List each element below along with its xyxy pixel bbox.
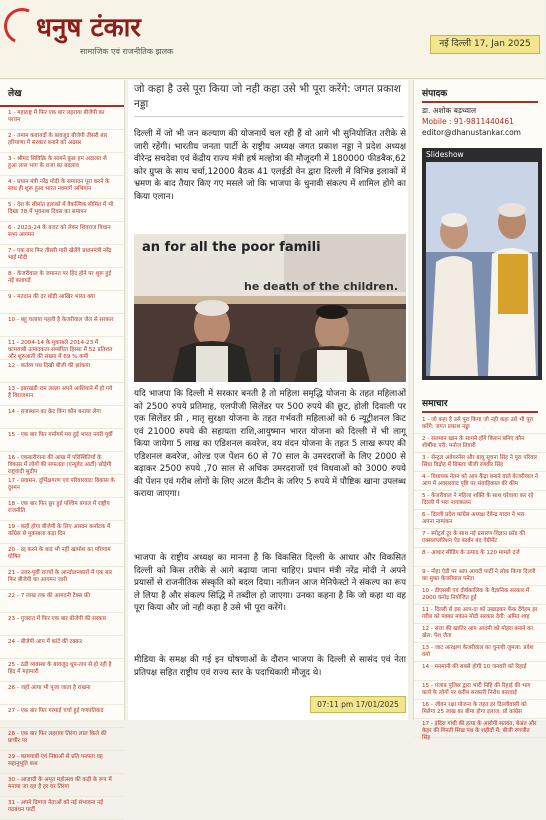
news-link[interactable]: 9 - नोहा ऐडी पर आप आयटी पार्टी ने लोक किया दिल्ली का मुक्त केजरीवाल पनेता	[414, 567, 546, 586]
article-link[interactable]: 6 - 2023-24 के बजट को लेकर शिवराज विधान सभा आगमन	[0, 222, 124, 245]
article-link[interactable]: 5 - देश के सीमांत इलाकों में वैकल्पिक सीमित में भी दिखा 78 में भूवनाथ दिवस का समापन	[0, 199, 124, 222]
news-link[interactable]: 1 - जो कहा है उसे पूरा किया जो नही कहा उसे भी पूरा करेंगे: जगत प्रकाश नड्डा	[414, 415, 546, 434]
article-link[interactable]: 13 - झारखंडी राम लल्ला अपने आशियाने में हो गये हैं विराजमान	[0, 383, 124, 406]
article-link[interactable]: 9 - मतदान की दर थोड़ी आखिर भारत क्या	[0, 291, 124, 314]
editor-email[interactable]: editor@dhanustankar.com	[422, 128, 521, 137]
article-link[interactable]: 3 - श्रीमद सिविक्रि के सामने कुछ हम अदालत से हुआ लाल भाग के राजा का बदलाव	[0, 153, 124, 176]
news-link[interactable]: 2 - सलमान खान के सामने होंगे किशन बनिए कौन शीर्षीया परी: मनोज तिवारी	[414, 434, 546, 453]
date-display: नई दिल्ली 17, Jan 2025	[430, 35, 540, 54]
article-link[interactable]: 25 - ठंडी व्यवस्था के बावजूद धूप-ताप से हो रही है हिंद में महामारी	[0, 659, 124, 682]
article-link[interactable]: 18 - एक बार फिर छूर हुई पश्चिम बंगाल में राष्ट्रीय राजनीति	[0, 498, 124, 521]
article-link[interactable]: 19 - कहीं होगा बीजेपी के लिए आसान कर्नाटक में काँग्रेस से मुकाबला कड़ा दिन	[0, 521, 124, 544]
site-tagline: सामाजिक एवं राजनीतिक झलक	[80, 47, 174, 56]
site-logo[interactable]: धनुष टंकार	[36, 13, 141, 43]
article-link[interactable]: 23 - गुजरात में फिर एक बार बीजेपी की सरकार	[0, 613, 124, 636]
news-link[interactable]: 8 - आधार सीडिंग के उत्पाद के 120 मामले दर्ज	[414, 548, 546, 567]
news-link[interactable]: 13 - जाट आरक्षण केजरीवाल का चुनावी जुमला: प्रवेश वर्मा	[414, 643, 546, 662]
articles-list	[0, 107, 124, 820]
site-header	[0, 0, 545, 79]
article-link[interactable]: 15 - एक बार फिर गर्मागर्म मय हुई भारत नगरी पूर्वी	[0, 429, 124, 452]
banner-text-2: he death of the children.	[244, 280, 399, 293]
news-link[interactable]: 15 - पंजाब पुलिस द्वारा भारी निहिं की रिहाई की भाग कार्य के लोगों पर करीब सरकारी निरोध कारवाई	[414, 681, 546, 700]
news-link[interactable]: 6 - दिल्ली प्रदेश कांग्रेस अध्यक्ष देवेन्द्र यादव ने भरा अपना नामांकन	[414, 510, 546, 529]
slideshow[interactable]	[422, 148, 542, 380]
editor-name: डा. अशोक बड़थ्वाल	[422, 106, 477, 115]
article-title: जो कहा है उसे पूरा किया जो नही कहा उसे भी पूरा करेंगे: जगत प्रकाश नड्डा	[134, 83, 401, 110]
news-section	[414, 396, 546, 741]
article-link[interactable]: 17 - प्रवासन, दुर्भिक्षगरण एवं परिवारवादः विकास के दुश्मन	[0, 475, 124, 498]
article-link[interactable]: 8 - केजरीवाल के जमानत पर हिंद होने पर शुरू हुई नई कवायदें	[0, 268, 124, 291]
news-heading: समाचार	[422, 399, 448, 409]
article-link[interactable]: 14 - राजस्थान का क्रेट किंग कौन बनाया लेगा	[0, 406, 124, 429]
article-photo	[134, 234, 406, 382]
article-link[interactable]: 2 - तमाम कवायदों के बावजूद बीजेपी तीसरी बार हरियाणा में सरकार बनाने को अग्रसर	[0, 130, 124, 153]
article-link[interactable]: 7 - एक बार फिर तीसरी पारी खेलेंगे प्रधानमंत्री नरेंद्र भाई मोदी	[0, 245, 124, 268]
articles-sidebar	[0, 80, 125, 813]
editor-mobile: Mobile : 91-9811440461	[422, 117, 514, 126]
news-link[interactable]: 10 - डीएसबी एवं दीर्घकालिक के वैज्ञानिक सरकार में 2000 करोड़ नियोजित हुई	[414, 586, 546, 605]
news-link[interactable]: 7 - स्पोट्रर्स टूर के साथ नई प्रसारण-विज्ञान फ्रॉड की एक्सलप्लोरेशन ऐड कार्बन बंद ऐग्रीमेंट	[414, 529, 546, 548]
slideshow-image[interactable]	[426, 162, 538, 376]
article-link[interactable]: 29 - कामयाबी एवं निष्ठाओं से प्रति पनपता वह सहानुभूति कथ	[0, 751, 124, 774]
article-link[interactable]: 24 - बीजेपी आप में कांटे की टक्कर	[0, 636, 124, 659]
news-link[interactable]: 14 - मनमानी की सबसे होगी 10 जनवरी को रिहाई	[414, 662, 546, 681]
article-paragraph-3: भाजपा के राष्ट्रीय अध्यक्ष का मानना है कि विकसित दिल्ली के आधार और विकसित दिल्ली को किस तरीके से आगे बढ़ाया जाना चाहिए। प्रधान मंत्री नरेंद्र मोदी ने अपने प्रयासों से राजनीतिक संस्कृति को बदल दिया। नतीजन आज मेनिफेस्टो ने संकल्प का रूप ले लिया है और संकल्प सिद्धि में तब्दील हो जाएगा। उनका कहना है कि जो कहा था वह पूरा किया और जो नही कहा है उसे भी पूरा करेंगे।	[134, 553, 406, 613]
article-paragraph-4: मीडिया के समक्ष की गई इन घोषणाओं के दौरान भाजपा के दिल्ली से सासंद एवं नेता प्रतिपक्ष सहित राष्ट्रीय एवं राज्य स्तर के पदाधिकारी मौजूद थे।	[134, 655, 406, 678]
editor-divider	[422, 101, 538, 103]
article-link[interactable]: 31 - अपने दिग्गज नेताओं को नई संभावना नई गठबंधन पार्टी	[0, 797, 124, 820]
article-main	[128, 80, 408, 720]
article-link[interactable]: 20 - रद्द करने के बाद भी नहीं खामोश का परिणाम घोषित	[0, 544, 124, 567]
articles-heading: लेख	[0, 80, 124, 107]
editor-heading: संपादक	[422, 89, 448, 99]
article-link[interactable]: 26 - जहाँ आया भी पूजा जाता है राखना	[0, 682, 124, 705]
article-link[interactable]: 11 - 2004-14 के मुकाबले 2014-23 में कामयाबी उत्पादकता-सम्बंधित हिस्सा में 52 प्रतिशत और शुरुआती की संख्या में 69 % कमी	[0, 337, 124, 360]
news-link[interactable]: 11 - दिल्ली से इस आप-दा को उखाड़कर फेंक देंगेहम हर गरीब को पक्का मकान मोदी सरकार देगी: अमित शाह	[414, 605, 546, 624]
news-link[interactable]: 3 - सेन्ट्रल अवेयरनेस और बायू सूचना सिंह ने पूरा परिवार सिंधा विद्रोह में ग्रिफ्ताः बीजी रणवीर सिंह	[414, 453, 546, 472]
news-link[interactable]: 4 - विधायक नेतन को आप कैंद्रा बनाने वाले केजरीवाल ने आप में अवसरवाद पृष्टि पर संवाहिकाल की कीम	[414, 472, 546, 491]
news-list	[414, 415, 546, 741]
article-link[interactable]: 4 - प्रधान मंत्री नरेंद्र मोदी के सम्पादन पूरा करने के साथ ही शुरू हुआ भारत नवमार्ग अभियान	[0, 176, 124, 199]
news-divider	[422, 411, 538, 413]
article-link[interactable]: 12 - कर्तव्य पथ दिखी बीजी की झांकया	[0, 360, 124, 383]
article-link[interactable]: 22 - 7 लाख तक की आमदनी टैक्स फ्री	[0, 590, 124, 613]
article-paragraph-2: यदि भाजपा कि दिल्ली में सरकार बनती है तो महिला समृद्धि योजना के तहत महिलाओं को 2500 रुपये प्रतिमाह, एलपीजी सिलेंडर पर 500 रुपये की छूट, होली दिवाली पर एक सिलेंडर फ्री , मातृ सुरक्षा योजना के तहत गर्भवती महिलाओं को 6 न्यूट्रीशनल किट एवं 21000 रुपये की सहायता राशि,आयुष्मान भारत योजना को दिल्ली में भी लागू किया जायेगा 5 लाख का एडिशनल कवरेज, वय वंदन योजना के तहत 5 लाख रूपए की एडिशनल कवरेज, ओल्ड एज पेंशन 60 से 70 साल के उमरदराजों के लिए 2000 से बढ़ाकर 2500 रुपये ,70 साल से अधिक उमरदराजों एवं विधवाओं को 3000 रुपये की पेंशन एवं गरीब लोगों के लिए अटल कैंटीन के जरिए 5 रुपये में पौष्टिक खाना उपलब्ध कराया जाएगा।	[134, 389, 406, 499]
right-sidebar	[413, 80, 546, 741]
title-divider	[134, 116, 404, 117]
article-link[interactable]: 28 - एक बार फिर लहराया तिरंगा लाल किले की प्राचीर पर	[0, 728, 124, 751]
banner-text: an for all the poor famili	[142, 240, 321, 255]
article-timestamp: 07:11 pm 17/01/2025	[310, 696, 406, 713]
article-link[interactable]: 30 - आजादी के अमृत महोत्सव की कड़ी के रूप में मनाया जा रहा है हर घर तिरंगा	[0, 774, 124, 797]
article-paragraph-1: दिल्ली में जो भी जन कल्याण की योजनायें चल रही हैं वो आगे भी सुनियोजित तरीके से जारी रहेंगी। भारतीय जनता पार्टी के राष्ट्रीय अध्यक्ष जगत प्रकाश नड्डा ने प्रदेश अध्यक्ष वीरेन्द्र सचदेवा एवं केंद्रीय राज्य मंत्री हर्ष मल्होत्रा की मौजूदगी में 180000 फीडबैक,62 कोर ग्रुप्स के साथ चर्चा,12000 बैठक 41 एलईडी वेन द्वारा दिल्ली में विभिन्न इलाकों में भ्रमण के बाद तैयार किए गए मसले जो कि भाजपा के चुनावी संकल्प में शामिल होंगे का किया एलान।	[134, 129, 406, 202]
news-link[interactable]: 5 - केजरीवाल ने महिला शक्ति के साथ घरेवाया कर रहे दिल्ली में भरा नागाकलन	[414, 491, 546, 510]
article-link[interactable]: 16 - एकबारीगाना की आंख में परिस्थितियों के विकास में लोगों की सफलता (एन्यूवेद आर्टी) छोड़ेगी राष्ट्रवादी सुदीप	[0, 452, 124, 475]
article-link[interactable]: 21 - उत्तर-पूर्वी राज्यों के आन्दोलनकारों में एक बार फिर बीजेपी का आगमन जारी	[0, 567, 124, 590]
article-link[interactable]: 27 - एक बार फिर गरमाई चर्चा हुई गणपतिवाद	[0, 705, 124, 728]
article-link[interactable]: 10 - बहू चलाया पहली है केजरीवाल जेल से सरकार	[0, 314, 124, 337]
article-link[interactable]: 1 - महाराष्ट्र में फिर एक बार लहराया बीजेपी का परचम	[0, 107, 124, 130]
slideshow-label: Slideshow	[426, 150, 464, 159]
news-link[interactable]: 16 - जीवन रक्षा योजना के तहत हर दिल्लीवासी को मिलेगा 25 लाख का बीमा होगा इलाज: प्रो कांग्रेस	[414, 700, 546, 719]
news-link[interactable]: 12 - सत्ता की खातिर आप आदमी को मोहरा बनाने का खेल: पेश जैता	[414, 624, 546, 643]
news-link[interactable]: 17 - इंदिरा गांधी की हत्या के आरोपी सतवंत, बेअंत और केहर की गिनती सिख पंथ के शहीदों में: बीजी रणजीत सिंह	[414, 719, 546, 738]
